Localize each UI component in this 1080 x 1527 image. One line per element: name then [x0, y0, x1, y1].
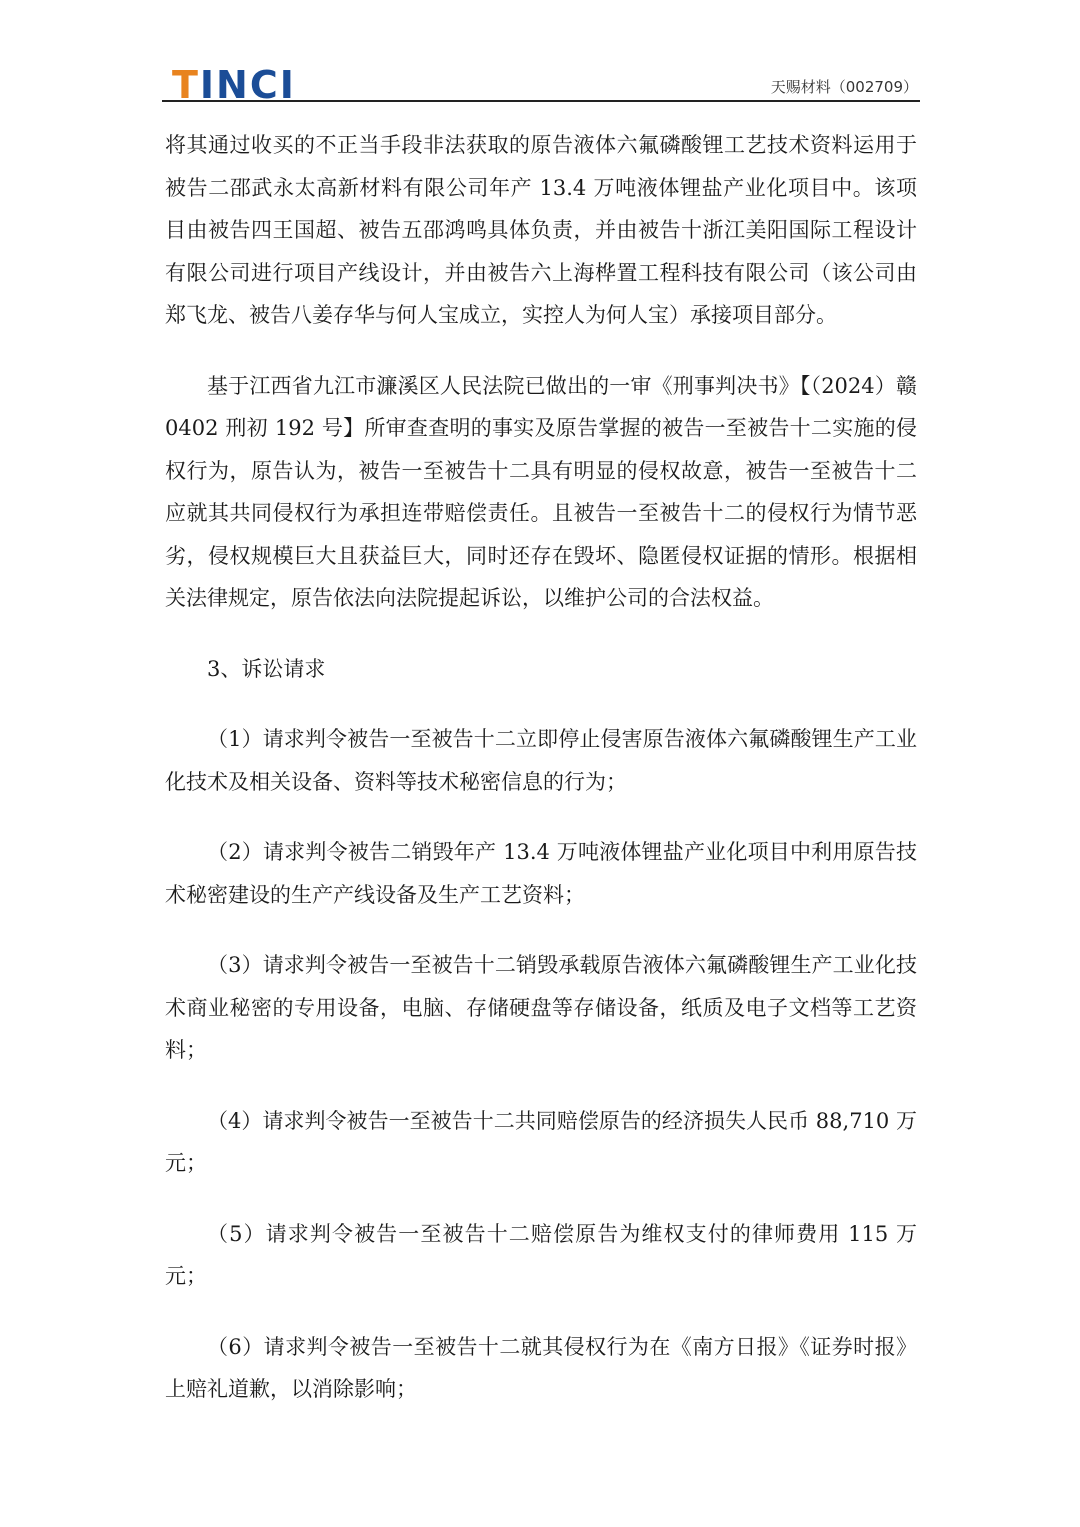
claim-4: （4）请求判令被告一至被告十二共同赔偿原告的经济损失人民币 88,710 万元；	[165, 1108, 917, 1175]
tinci-logo: TINCI	[172, 63, 296, 107]
paragraph-2: 基于江西省九江市濂溪区人民法院已做出的一审《刑事判决书》【（2024）赣 0402 刑初 192 号】所审查查明的事实及原告掌握的被告一至被告十二实施的侵权行为，原告认为，被告一至被告十二具有明显的侵权故意，被告一至被告十二应就其共同侵权行为承担连带赔偿责任。且被告一至被告十二的侵权行为情节恶劣，侵权规模巨大且获益巨大，同时还存在毁坏、隐匿侵权证据的情形。根据相关法律规定，原告依法向法院提起诉讼，以维护公司的合法权益。	[165, 373, 917, 610]
section-heading: 3、诉讼请求	[207, 656, 326, 681]
page-header	[162, 60, 920, 107]
paragraph-1: 将其通过收买的不正当手段非法获取的原告液体六氟磷酸锂工艺技术资料运用于被告二邵武永太高新材料有限公司年产 13.4 万吨液体锂盐产业化项目中。该项目由被告四王国超、被告五邵鸿鸣具体负责，并由被告十浙江美阳国际工程设计有限公司进行项目产线设计，并由被告六上海桦置工程科技有限公司（该公司由郑飞龙、被告八姜存华与何人宝成立，实控人为何人宝）承接项目部分。	[165, 133, 917, 327]
claim-2: （2）请求判令被告二销毁年产 13.4 万吨液体锂盐产业化项目中利用原告技术秘密建设的生产产线设备及生产工艺资料；	[165, 840, 917, 907]
claim-1: （1）请求判令被告一至被告十二立即停止侵害原告液体六氟磷酸锂生产工业化技术及相关设备、资料等技术秘密信息的行为；	[165, 727, 917, 794]
claim-3: （3）请求判令被告一至被告十二销毁承载原告液体六氟磷酸锂生产工业化技术商业秘密的专用设备，电脑、存储硬盘等存储设备，纸质及电子文档等工艺资料；	[165, 953, 917, 1062]
document-body	[165, 124, 917, 1411]
claim-6: （6）请求判令被告一至被告十二就其侵权行为在《南方日报》《证券时报》上赔礼道歉，以消除影响；	[165, 1334, 917, 1401]
claim-5: （5）请求判令被告一至被告十二赔偿原告为维权支付的律师费用 115 万元；	[165, 1221, 917, 1288]
company-code: 天赐材料（002709）	[770, 78, 918, 96]
header-rule	[162, 100, 920, 102]
